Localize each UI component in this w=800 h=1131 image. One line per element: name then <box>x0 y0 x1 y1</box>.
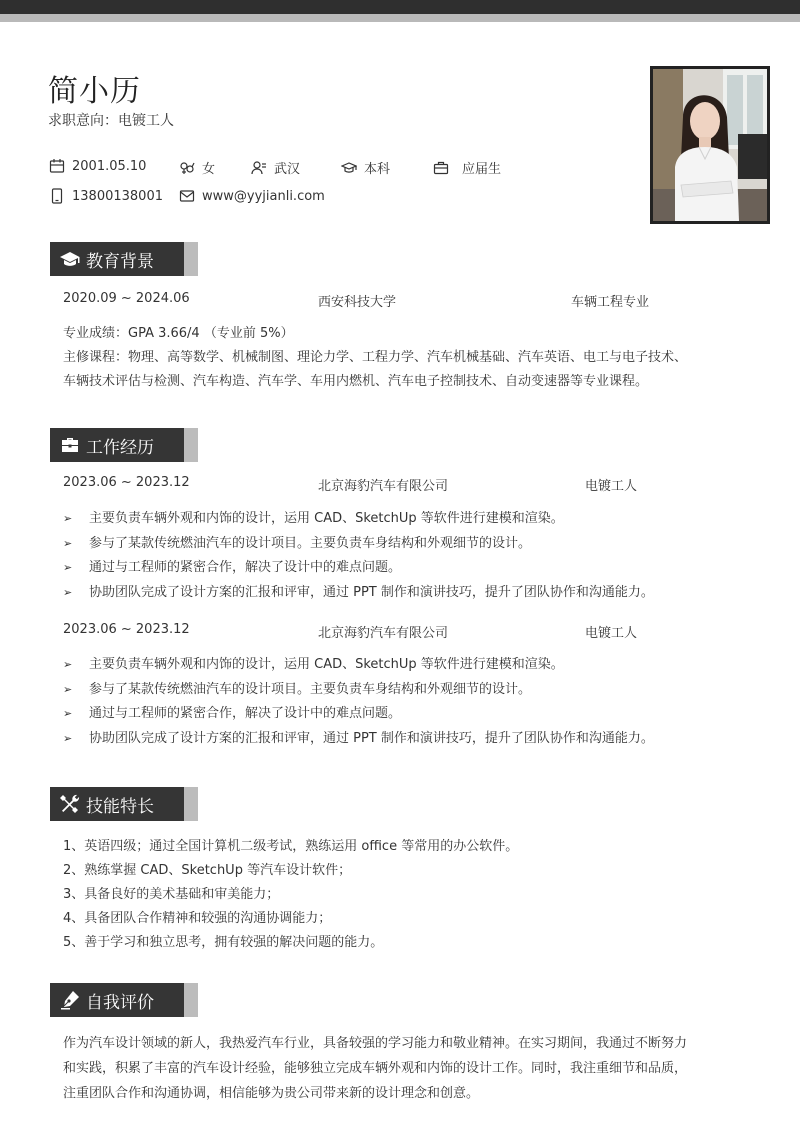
gender-value: 女 <box>202 162 216 177</box>
self-evaluation-line: 注重团队合作和沟通协调，相信能够为贵公司带来新的设计理念和创意。 <box>63 1086 480 1101</box>
arrow-bullet-icon: ➢ <box>63 585 73 599</box>
self-evaluation-line: 作为汽车设计领域的新人，我热爱汽车行业，具备较强的学习能力和敬业精神。在实习期间，我通过不断努力 <box>63 1036 688 1051</box>
briefcase-icon <box>432 160 450 176</box>
education-details <box>63 322 743 394</box>
top-bar <box>0 0 800 14</box>
info-status <box>432 158 501 177</box>
info-birth <box>48 158 146 174</box>
list-item: ➢ 主要负责车辆外观和内饰的设计，运用 CAD、SketchUp 等软件进行建模和渲染。 <box>63 653 753 678</box>
arrow-bullet-icon: ➢ <box>63 512 73 525</box>
list-item: ➢ 协助团队完成了设计方案的汇报和评审，通过 PPT 制作和演讲技巧，提升了团队协作和沟通能力。 <box>63 581 753 606</box>
education-period: 2020.09 ~ 2024.06 <box>63 291 190 306</box>
degree-value: 本科 <box>364 162 391 177</box>
list-item: 4、具备团队合作精神和较强的沟通协调能力； <box>63 911 332 926</box>
tools-icon <box>60 794 86 814</box>
top-bar-accent <box>0 14 800 22</box>
arrow-bullet-icon: ➢ <box>63 536 73 550</box>
list-item: ➢ 主要负责车辆外观和内饰的设计，运用 CAD、SketchUp 等软件进行建模和渲染。 <box>63 507 753 532</box>
work-role: 电镀工人 <box>585 479 638 494</box>
work-bullets-2 <box>63 653 753 751</box>
skills-list <box>63 835 753 955</box>
arrow-bullet-icon: ➢ <box>63 682 73 696</box>
work-company: 北京海豹汽车有限公司 <box>318 479 449 494</box>
phone-value: 13800138001 <box>72 188 163 204</box>
arrow-bullet-icon: ➢ <box>63 658 73 671</box>
job-intent: 求职意向：电镀工人 <box>48 113 174 129</box>
section-header-skills <box>50 787 198 821</box>
section-header-work <box>50 428 198 462</box>
work-bullets-1 <box>63 507 753 605</box>
info-gender <box>178 158 215 177</box>
person-icon <box>250 160 268 176</box>
status-value: 应届生 <box>462 162 502 177</box>
email-value: www@yyjianli.com <box>202 188 325 204</box>
education-major: 车辆工程专业 <box>571 295 650 310</box>
work-role: 电镀工人 <box>585 626 638 641</box>
calendar-icon <box>48 158 66 174</box>
info-phone <box>48 188 163 204</box>
list-item: ➢ 通过与工程师的紧密合作，解决了设计中的难点问题。 <box>63 556 753 581</box>
education-gpa: 专业成绩：GPA 3.66/4 （专业前 5%） <box>63 326 294 341</box>
list-item: ➢ 协助团队完成了设计方案的汇报和评审，通过 PPT 制作和演讲技巧，提升了团队协作和沟通能力。 <box>63 727 753 752</box>
list-item: ➢ 参与了某款传统燃油汽车的设计项目。主要负责车身结构和外观细节的设计。 <box>63 678 753 703</box>
list-item: 3、具备良好的美术基础和审美能力； <box>63 887 280 902</box>
candidate-name: 简小历 <box>48 74 141 109</box>
education-school: 西安科技大学 <box>318 295 397 310</box>
list-item: 2、熟练掌握 CAD、SketchUp 等汽车设计软件； <box>63 863 352 878</box>
section-header-education <box>50 242 198 276</box>
briefcase-icon <box>60 435 86 455</box>
list-item: 1、英语四级；通过全国计算机二级考试，熟练运用 office 等常用的办公软件。 <box>63 839 519 854</box>
arrow-bullet-icon: ➢ <box>63 731 73 745</box>
phone-icon <box>48 188 66 204</box>
gender-icon <box>178 160 196 176</box>
info-email <box>178 188 325 204</box>
work-period: 2023.06 ~ 2023.12 <box>63 622 190 637</box>
education-courses-line2: 车辆技术评估与检测、汽车构造、汽车学、车用内燃机、汽车电子控制技术、自动变速器等专业课程。 <box>63 374 649 389</box>
self-evaluation <box>63 1031 743 1106</box>
self-evaluation-line: 和实践，积累了丰富的汽车设计经验，能够独立完成车辆外观和内饰的设计工作。同时，我注重细节和品质， <box>63 1061 688 1076</box>
graduation-cap-icon <box>340 160 358 176</box>
profile-photo <box>650 66 770 224</box>
list-item: ➢ 参与了某款传统燃油汽车的设计项目。主要负责车身结构和外观细节的设计。 <box>63 532 753 557</box>
mail-icon <box>178 188 196 204</box>
section-title-skills: 技能特长 <box>86 796 154 817</box>
arrow-bullet-icon: ➢ <box>63 561 73 574</box>
section-title-self: 自我评价 <box>86 992 154 1013</box>
education-courses-line1: 主修课程：物理、高等数学、机械制图、理论力学、工程力学、汽车机械基础、汽车英语、电工与电子技术、 <box>63 350 688 365</box>
birth-value: 2001.05.10 <box>72 158 147 174</box>
section-title-education: 教育背景 <box>86 251 154 272</box>
section-title-work: 工作经历 <box>86 437 154 458</box>
arrow-bullet-icon: ➢ <box>63 707 73 720</box>
info-degree <box>340 158 390 177</box>
work-period: 2023.06 ~ 2023.12 <box>63 475 190 490</box>
work-company: 北京海豹汽车有限公司 <box>318 626 449 641</box>
info-city <box>250 158 300 177</box>
graduation-cap-icon <box>60 249 86 269</box>
pen-icon <box>60 990 86 1010</box>
list-item: 5、善于学习和独立思考，拥有较强的解决问题的能力。 <box>63 935 384 950</box>
city-value: 武汉 <box>274 162 301 177</box>
section-header-self <box>50 983 198 1017</box>
list-item: ➢ 通过与工程师的紧密合作，解决了设计中的难点问题。 <box>63 702 753 727</box>
